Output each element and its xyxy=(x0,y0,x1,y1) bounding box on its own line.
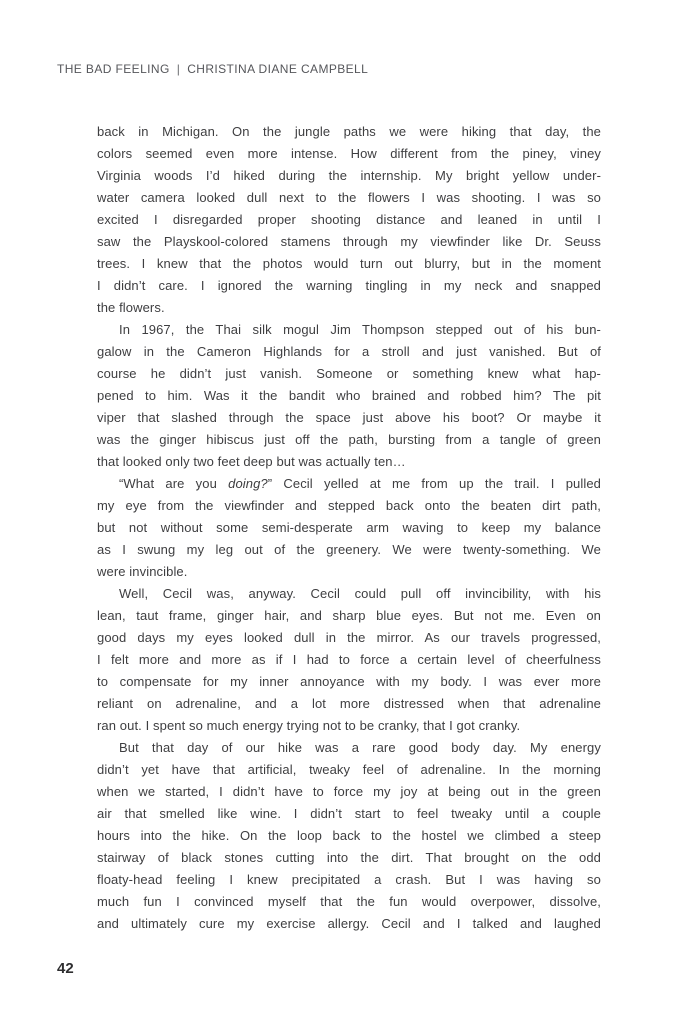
text-line: I didn’t care. I ignored the warning tingling in my neck and snapped xyxy=(97,278,601,293)
text-line: Well, Cecil was, anyway. Cecil could pull off invincibility, with his xyxy=(119,586,601,601)
text-segment: “What are you xyxy=(119,476,229,491)
text-line: the flowers. xyxy=(97,300,165,315)
text-line: my eye from the viewfinder and stepped back onto the beaten dirt path, xyxy=(97,498,601,513)
running-header xyxy=(57,62,368,76)
text-line: excited I disregarded proper shooting distance and leaned in until I xyxy=(97,212,601,227)
text-line: when we started, I didn’t have to force my joy at being out in the green xyxy=(97,784,601,799)
text-line: that looked only two feet deep but was actually ten… xyxy=(97,454,406,469)
text-line: lean, taut frame, ginger hair, and sharp blue eyes. But not me. Even on xyxy=(97,608,601,623)
text-line: but not without some semi-desperate arm waving to keep my balance xyxy=(97,520,601,535)
text-line xyxy=(97,473,601,495)
text-line: I felt more and more as if I had to force a certain level of cheerfulness xyxy=(97,652,601,667)
text-line: galow in the Cameron Highlands for a stroll and just vanished. But of xyxy=(97,344,601,359)
text-line: didn’t yet have that artificial, tweaky feel of adrenaline. In the morning xyxy=(97,762,601,777)
text-line: were invincible. xyxy=(97,564,188,579)
header-separator: | xyxy=(176,62,181,76)
text-line: back in Michigan. On the jungle paths we were hiking that day, the xyxy=(97,124,601,139)
text-line: ran out. I spent so much energy trying not to be cranky, that I got cranky. xyxy=(97,718,521,733)
text-line: viper that slashed through the space just above his boot? Or maybe it xyxy=(97,410,601,425)
text-segment: ” Cecil yelled at me from up the trail. I pulled xyxy=(267,476,601,491)
text-line: water camera looked dull next to the flowers I was shooting. I was so xyxy=(97,190,601,205)
book-title: THE BAD FEELING xyxy=(57,62,170,76)
text-line: pened to him. Was it the bandit who brained and robbed him? The pit xyxy=(97,388,601,403)
text-line: was the ginger hibiscus just off the path, bursting from a tangle of green xyxy=(97,432,601,447)
text-line: trees. I knew that the photos would turn out blurry, but in the moment xyxy=(97,256,601,271)
text-line: floaty-head feeling I knew precipitated a crash. But I was having so xyxy=(97,872,601,887)
text-line: much fun I convinced myself that the fun would overpower, dissolve, xyxy=(97,894,601,909)
text-line: stairway of black stones cutting into the dirt. That brought on the odd xyxy=(97,850,601,865)
text-line: course he didn’t just vanish. Someone or something knew what hap- xyxy=(97,366,601,381)
text-line: air that smelled like wine. I didn’t start to feel tweaky until a couple xyxy=(97,806,601,821)
page-number: 42 xyxy=(57,960,74,977)
body-text xyxy=(97,121,601,935)
text-line: colors seemed even more intense. How different from the piney, viney xyxy=(97,146,601,161)
text-line: and ultimately cure my exercise allergy. Cecil and I talked and laughed xyxy=(97,916,601,931)
author-name: CHRISTINA DIANE CAMPBELL xyxy=(187,62,369,76)
text-line: good days my eyes looked dull in the mirror. As our travels progressed, xyxy=(97,630,601,645)
text-line: In 1967, the Thai silk mogul Jim Thompson stepped out of his bun- xyxy=(119,322,601,337)
text-line: But that day of our hike was a rare good body day. My energy xyxy=(119,740,601,755)
text-line: saw the Playskool-colored stamens through my viewfinder like Dr. Seuss xyxy=(97,234,601,249)
text-line: hours into the hike. On the loop back to the hostel we climbed a steep xyxy=(97,828,601,843)
italic-text: doing? xyxy=(228,476,268,491)
text-line: reliant on adrenaline, and a lot more distressed when that adrenaline xyxy=(97,696,601,711)
text-line: to compensate for my inner annoyance with my body. I was ever more xyxy=(97,674,601,689)
text-line: as I swung my leg out of the greenery. We were twenty-something. We xyxy=(97,542,601,557)
text-line: Virginia woods I’d hiked during the internship. My bright yellow under- xyxy=(97,168,601,183)
